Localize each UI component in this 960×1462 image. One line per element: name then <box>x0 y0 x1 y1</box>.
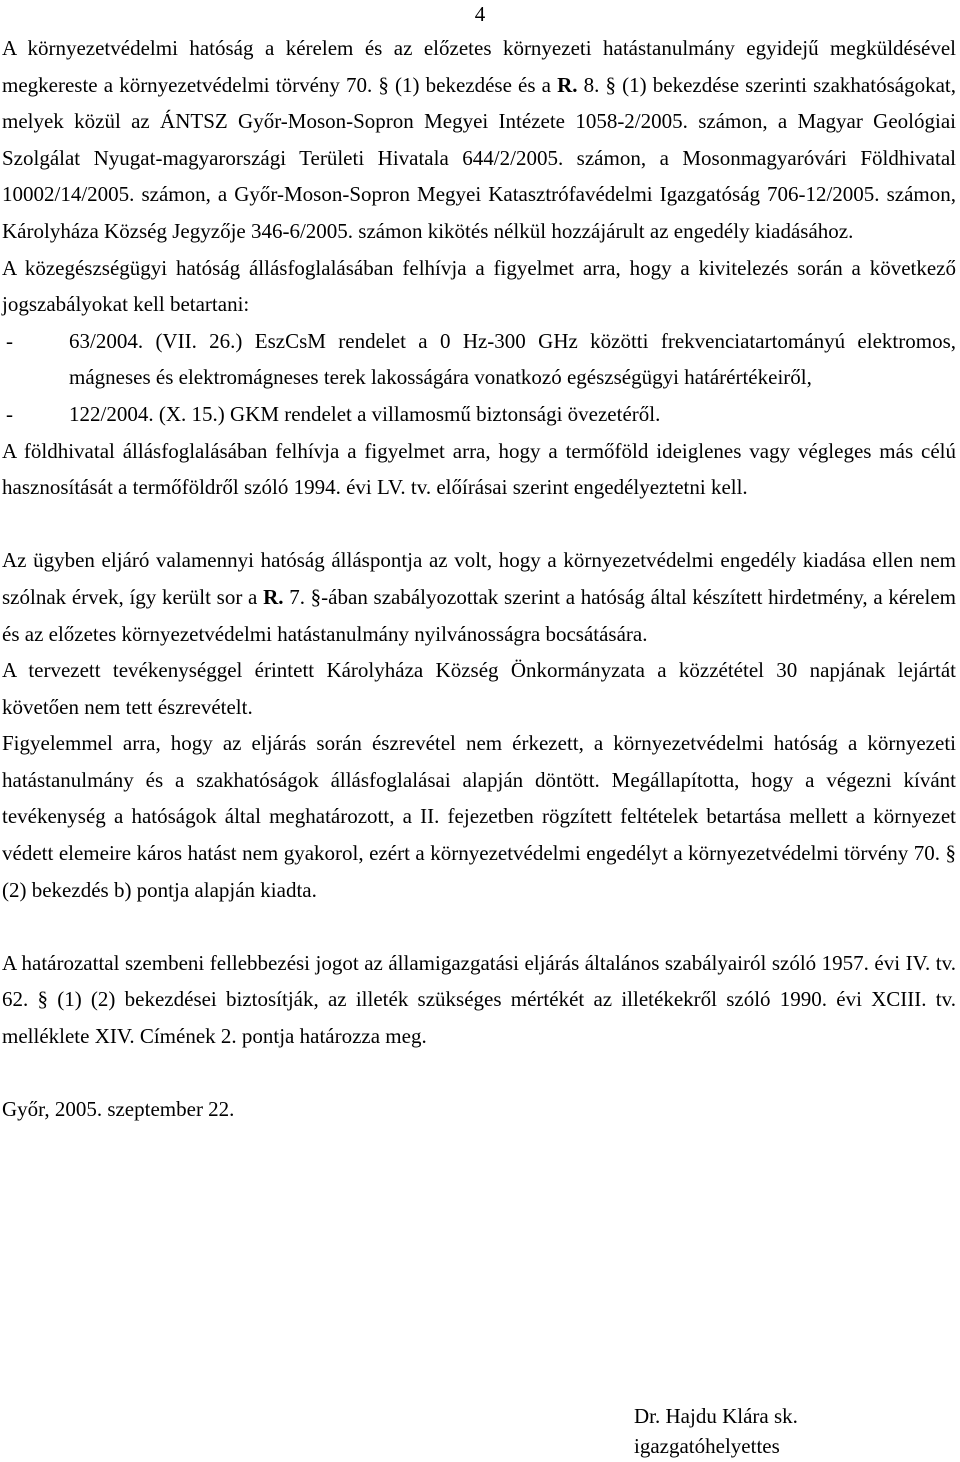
paragraph-text: A környezetvédelmi hatóság a kérelem és az előzetes környezeti hatástanulmány egyidejű megküldésével megkereste a környezetvédelmi törvény 70. § (1) bekezdése és a <box>2 36 956 97</box>
paragraph-municipality: A tervezett tevékenységgel érintett Károlyháza Község Önkormányzata a közzététel 30 napjának lejártát követően nem tett észrevételt. <box>2 658 956 719</box>
list-item <box>2 323 956 396</box>
place-date: Győr, 2005. szeptember 22. <box>2 1097 235 1122</box>
paragraph-appeal: A határozattal szembeni fellebbezési jogot az államigazgatási eljárás általános szabályairól szóló 1957. évi IV. tv. 62. § (1) (2) bekezdései biztosítják, az illeték szükséges mértékét az illetékekről szóló 1990. évi XCIII. tv. melléklete XIV. Címének 2. pontja határozza meg. <box>2 950 956 1049</box>
bold-reference: R. <box>263 584 284 609</box>
spacer <box>2 908 956 945</box>
paragraph-text: 7. §-ában szabályozottak szerint a hatóság által készített hirdetmény, a kérelem és az előzetes környezetvédelmi hatástanulmány nyilvánosságra bocsátására. <box>2 584 956 646</box>
paragraph-publication <box>2 542 956 652</box>
signatory-name: Dr. Hajdu Klára sk. <box>634 1404 798 1428</box>
list-marker: - <box>6 401 13 426</box>
list-item-text: 63/2004. (VII. 26.) EszCsM rendelet a 0 Hz-300 GHz közötti frekvenciatartományú elektromos, mágneses és elektromágneses terek lakosságára vonatkozó egészségügyi határértékeiről, <box>69 328 956 390</box>
page-number: 4 <box>474 2 486 26</box>
signatory-title: igazgatóhelyettes <box>634 1434 780 1458</box>
paragraph-text: 8. § (1) bekezdése szerinti szakhatóságokat, melyek közül az ÁNTSZ Győr-Moson-Sopron Megyei Intézete 1058-2/2005. számon, a Magyar Geológiai Szolgálat Nyugat-magyarországi Területi Hivatala 644/2/2005. számon, a Mosonmagyaróvári Földhivatal 10002/14/2005. számon, a Győr-Moson-Sopron Megyei Katasztrófavédelmi Igazgatóság 706-12/2005. számon, Károlyháza Község Jegyzője 346-6/2005. számon kikötés nélkül hozzájárult az engedély kiadásához. <box>2 72 956 243</box>
spacer <box>2 1055 956 1092</box>
list-marker: - <box>6 328 13 353</box>
spacer <box>2 506 956 543</box>
list-item-text: 122/2004. (X. 15.) GKM rendelet a villamosmű biztonsági övezetéről. <box>69 401 661 426</box>
signature-block <box>634 1401 798 1461</box>
bold-reference: R. <box>557 72 578 97</box>
document-body <box>2 30 956 1128</box>
paragraph-text: Az ügyben eljáró valamennyi hatóság álláspontja az volt, hogy a környezetvédelmi engedély kiadása ellen nem szólnak érvek, így került sor a <box>2 548 956 609</box>
paragraph-public-health: A közegészségügyi hatóság állásfoglalásában felhívja a figyelmet arra, hogy a kivitelezés során a következő jogszabályokat kell betartani: <box>2 255 956 317</box>
paragraph-land-office: A földhivatal állásfoglalásában felhívja a figyelmet arra, hogy a termőföld ideiglenes vagy végleges más célú hasznosítását a termőföldről szóló 1994. évi LV. tv. előírásai szerint engedélyeztetni kell. <box>2 438 956 500</box>
paragraph-specialist-authorities <box>2 30 956 250</box>
paragraph-decision: Figyelemmel arra, hogy az eljárás során észrevétel nem érkezett, a környezetvédelmi hatóság a környezeti hatástanulmány és a szakhatóságok állásfoglalásai alapján döntött. Megállapította, hogy a végezni kívánt tevékenység a hatóságok által meghatározott, a II. fejezetben rögzített feltételek betartása mellett a környezet védett elemeire káros hatást nem gyakorol, ezért a környezetvédelmi engedélyt a környezetvédelmi törvény 70. § (2) bekezdés b) pontja alapján kiadta. <box>2 731 956 902</box>
list-item <box>2 396 956 433</box>
